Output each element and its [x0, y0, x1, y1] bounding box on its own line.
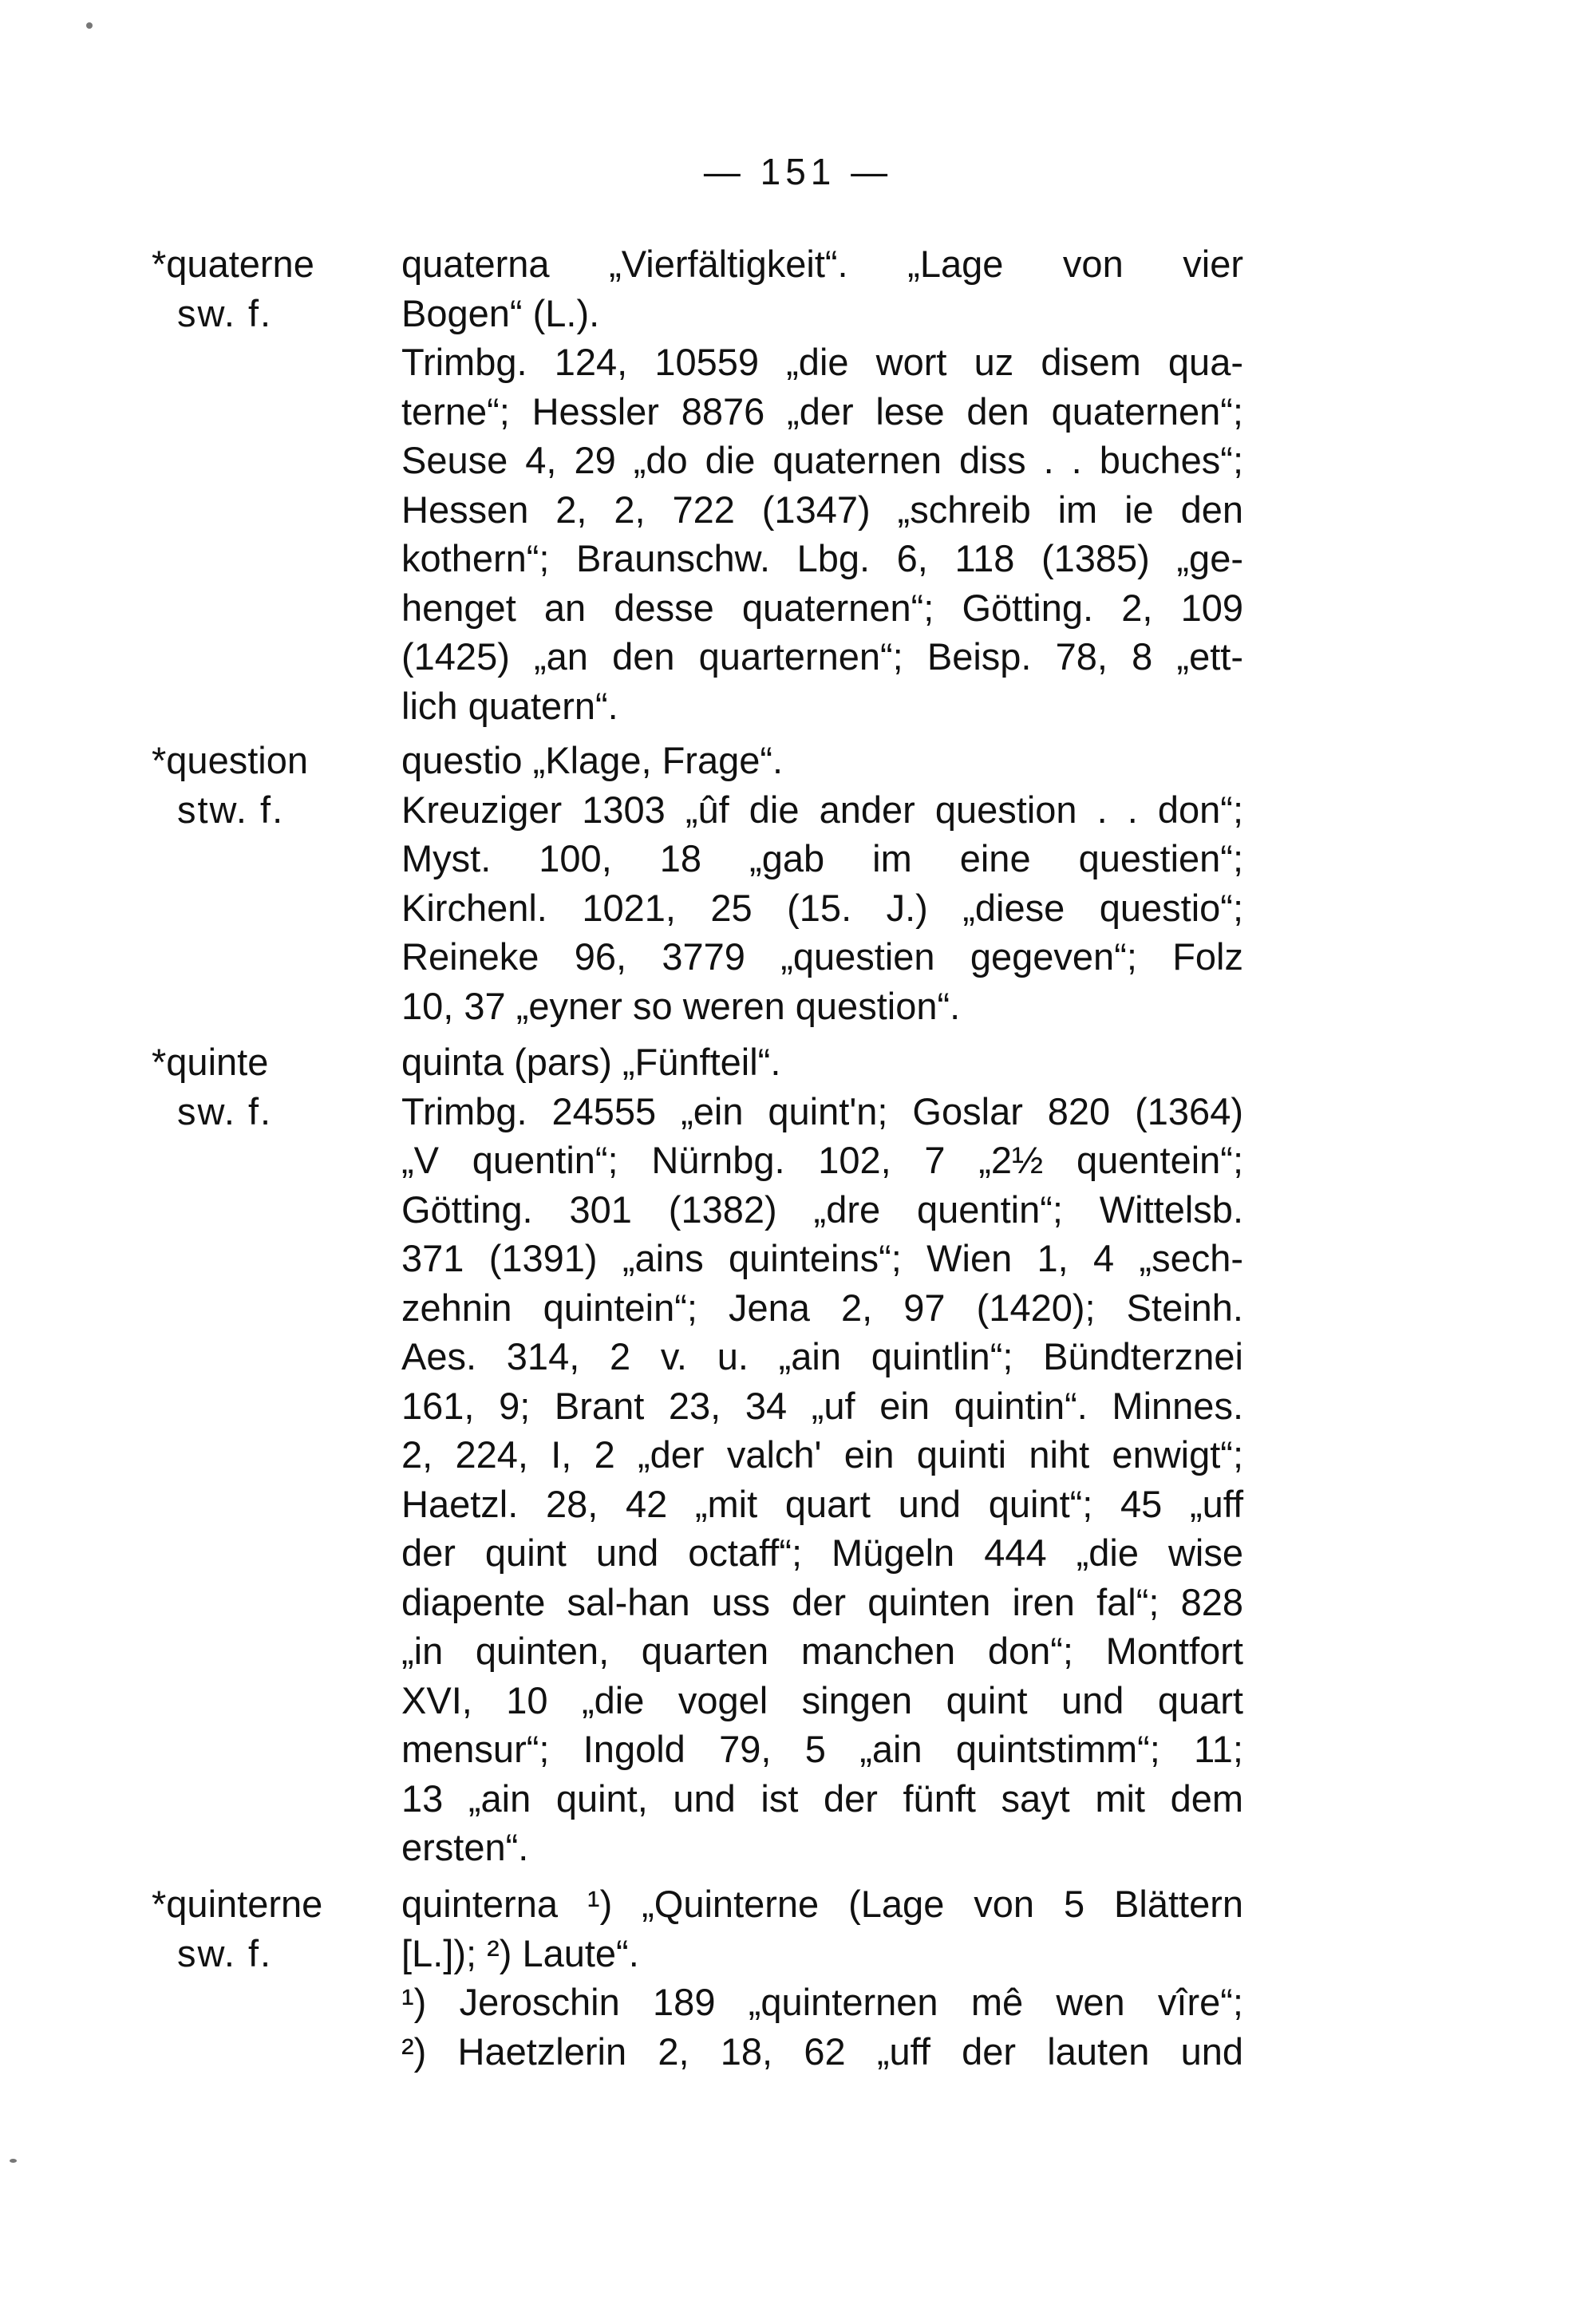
entry-line: Hessen 2, 2, 722 (1347) „schreib im ie den [401, 488, 1243, 531]
entry-body [401, 1037, 1243, 1872]
entry-line: „in quinten, quarten manchen don“; Montfort [401, 1630, 1243, 1672]
entry-grammar: sw. f. [177, 1932, 273, 1974]
entry-line: 161, 9; Brant 23, 34 „uf ein quintin“. Minnes. [401, 1384, 1243, 1427]
entry-line: quaterna „Vierfältigkeit“. „Lage von vier [401, 243, 1243, 285]
entry-line: der quint und octaff“; Mügeln 444 „die wise [401, 1532, 1243, 1574]
entry-grammar: sw. f. [177, 292, 273, 334]
entry-line: diapente sal-han uss der quinten iren fal“; 828 [401, 1580, 1243, 1623]
entry-line: (1425) „an den quarternen“; Beisp. 78, 8 „ett- [401, 635, 1243, 678]
entry-line: Reineke 96, 3779 „questien gegeven“; Folz [401, 935, 1243, 978]
entry-line: XVI, 10 „die vogel singen quint und quart [401, 1678, 1243, 1721]
entry-line: Trimbg. 24555 „ein quint'n; Goslar 820 (1364) [401, 1089, 1243, 1132]
entry-line: 371 (1391) „ains quinteins“; Wien 1, 4 „sech- [401, 1237, 1243, 1279]
entry-line: „V quentin“; Nürnbg. 102, 7 „2½ quentein“; [401, 1139, 1243, 1181]
entry-headword: *question [152, 739, 308, 781]
entry-line: Kirchenl. 1021, 25 (15. J.) „diese questio“; [401, 886, 1243, 929]
entry-line: ¹) Jeroschin 189 „quinternen mê wen vîre“; [401, 1981, 1243, 2023]
entry-line: Myst. 100, 18 „gab im eine questien“; [401, 837, 1243, 879]
entry-grammar: sw. f. [177, 1090, 273, 1132]
entry-headword: *quinterne [152, 1883, 323, 1925]
entry-headword-block [152, 1879, 359, 1978]
entry-headword: *quaterne [152, 243, 314, 285]
entry-line: Seuse 4, 29 „do die quaternen diss . . buches“; [401, 439, 1243, 481]
entry-line: quinterna ¹) „Quinterne (Lage von 5 Blättern [401, 1883, 1243, 1925]
page-number: — 151 — [703, 151, 893, 192]
scan-speck [10, 2159, 17, 2163]
entry-line: ²) Haetzlerin 2, 18, 62 „uff der lauten und [401, 2030, 1243, 2073]
scan-speck [86, 22, 93, 29]
entry-line: Götting. 301 (1382) „dre quentin“; Wittelsb. [401, 1188, 1243, 1231]
entry-line: quinta (pars) „Fünfteil“. [401, 1041, 781, 1083]
entry-headword-block [152, 239, 359, 338]
entry-headword-block [152, 1037, 359, 1136]
entry-line: Bogen“ (L.). [401, 291, 600, 334]
entry-grammar: stw. f. [177, 788, 285, 831]
entry-line: 13 „ain quint, und ist der fünft sayt mit dem [401, 1777, 1243, 1820]
entry-line: 2, 224, I, 2 „der valch' ein quinti niht enwigt“; [401, 1433, 1243, 1476]
entry-headword: *quinte [152, 1041, 269, 1083]
entry-line: Trimbg. 124, 10559 „die wort uz disem qua- [401, 341, 1243, 383]
entry-line: henget an desse quaternen“; Götting. 2, 109 [401, 586, 1243, 629]
entry-line: questio „Klage, Frage“. [401, 739, 784, 781]
entry-line: [L.]); ²) Laute“. [401, 1931, 639, 1974]
entry-line: lich quatern“. [401, 684, 618, 727]
entry-body [401, 1879, 1243, 2076]
entry-line: terne“; Hessler 8876 „der lese den quaternen“; [401, 389, 1243, 433]
entry-body [401, 239, 1243, 730]
entry-line: mensur“; Ingold 79, 5 „ain quintstimm“; 11; [401, 1728, 1243, 1770]
entry-line: Aes. 314, 2 v. u. „ain quintlin“; Bündterznei [401, 1335, 1243, 1377]
entry-line: kothern“; Braunschw. Lbg. 6, 118 (1385) „ge- [401, 537, 1243, 579]
entry-headword-block [152, 736, 359, 835]
entry-body [401, 736, 1243, 1030]
entry-line: Haetzl. 28, 42 „mit quart und quint“; 45 „uff [401, 1482, 1243, 1525]
entry-line: Kreuziger 1303 „ûf die ander question . . don“; [401, 788, 1243, 831]
entry-line: zehnin quintein“; Jena 2, 97 (1420); Steinh. [401, 1286, 1243, 1329]
entry-line: ersten“. [401, 1826, 529, 1868]
entry-line: 10, 37 „eyner so weren question“. [401, 984, 961, 1027]
